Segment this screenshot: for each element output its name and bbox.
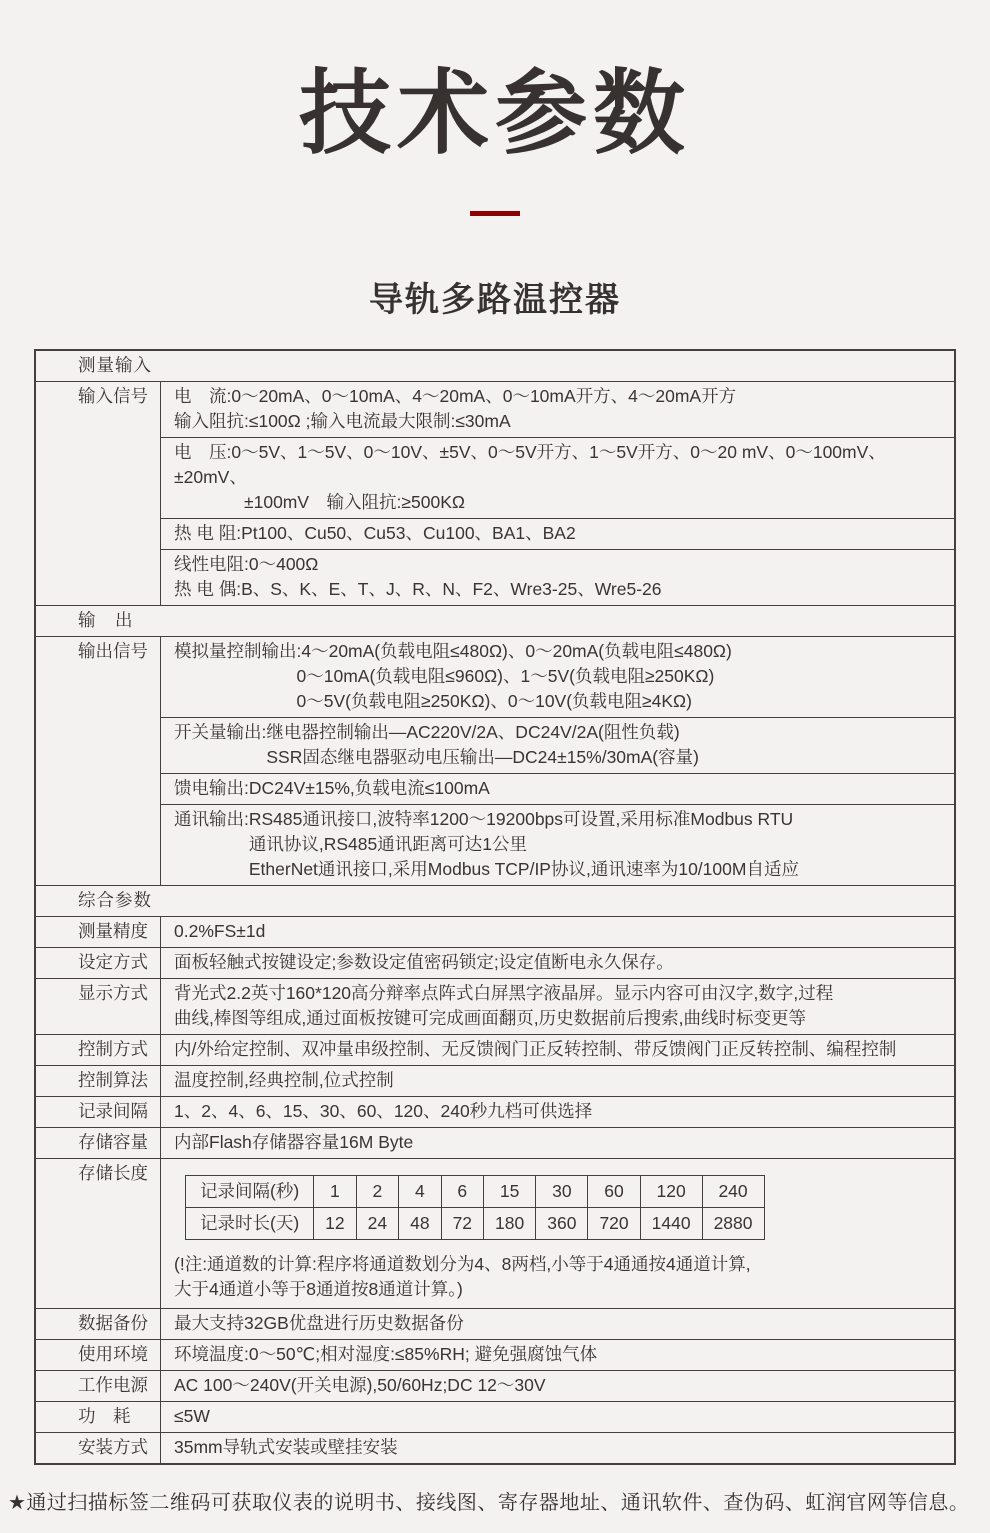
row-label: 输出信号 (36, 637, 161, 885)
interval-value: 6 (441, 1176, 483, 1208)
interval-value: 30 (536, 1176, 588, 1208)
row-label: 测量精度 (36, 917, 161, 947)
duration-value: 180 (484, 1208, 536, 1240)
row-content: 内部Flash存储器容量16M Byte (174, 1132, 414, 1153)
row-label: 数据备份 (36, 1309, 161, 1339)
interval-value: 1 (314, 1176, 356, 1208)
section-label: 测量输入 (78, 355, 152, 376)
duration-value: 2880 (702, 1208, 764, 1240)
spec-table (34, 349, 956, 1465)
row-content: 温度控制,经典控制,位式控制 (174, 1070, 394, 1091)
row-storage-length (36, 1158, 954, 1308)
row-measurement-accuracy (36, 916, 954, 947)
interval-value: 15 (484, 1176, 536, 1208)
row-content: 背光式2.2英寸160*120高分辩率点阵式白屏黑字液晶屏。显示内容可由汉字,数字,过程 曲线,棒图等组成,通过面板按键可完成画面翻页,历史数据前后搜索,曲线时标变更等 (174, 983, 834, 1029)
row-label: 控制算法 (36, 1066, 161, 1096)
row-label: 功 耗 (36, 1402, 161, 1432)
section-output (36, 605, 954, 636)
row-content: 面板轻触式按键设定;参数设定值密码锁定;设定值断电永久保存。 (174, 952, 674, 973)
row-label: 记录间隔 (36, 1097, 161, 1127)
row-content: 35mm导轨式安装或壁挂安装 (174, 1437, 398, 1458)
voltage-input-spec: 电 压:0～5V、1～5V、0～10V、±5V、0～5V开方、1～5V开方、0～20 mV、0～100mV、±20mV、 ±100mV 输入阻抗:≥500KΩ (161, 437, 954, 518)
interval-value: 60 (588, 1176, 640, 1208)
row-control-algorithm (36, 1065, 954, 1096)
row-content: 环境温度:0～50℃;相对湿度:≤85%RH; 避免强腐蚀气体 (174, 1344, 598, 1365)
row-content: 最大支持32GB优盘进行历史数据备份 (174, 1313, 464, 1334)
communication-output-spec: 通讯输出:RS485通讯接口,波特率1200～19200bps可设置,采用标准Modbus RTU 通讯协议,RS485通讯距离可达1公里 EtherNet通讯接口,采用Modbus TCP/IP协议,通讯速率为10/100M自适应 (161, 804, 954, 885)
section-label: 综合参数 (78, 890, 152, 911)
interval-value: 240 (702, 1176, 764, 1208)
feed-output-spec: 馈电输出:DC24V±15%,负载电流≤100mA (161, 773, 954, 804)
title-divider (470, 211, 520, 216)
duration-value: 72 (441, 1208, 483, 1240)
row-label: 安装方式 (36, 1433, 161, 1463)
row-power-supply (36, 1370, 954, 1401)
interval-value: 2 (356, 1176, 398, 1208)
row-label: 存储容量 (36, 1128, 161, 1158)
row-content: ≤5W (174, 1406, 210, 1427)
relay-output-spec: 开关量输出:继电器控制输出—AC220V/2A、DC24V/2A(阻性负载) SSR固态继电器驱动电压输出—DC24±15%/30mA(容量) (161, 717, 954, 773)
resistance-thermocouple-spec: 线性电阻:0～400Ω 热 电 偶:B、S、K、E、T、J、R、N、F2、Wre3-25、Wre5-26 (161, 549, 954, 605)
duration-value: 360 (536, 1208, 588, 1240)
row-record-interval (36, 1096, 954, 1127)
inner-row-label: 记录时长(天) (186, 1208, 314, 1240)
row-control-method (36, 1034, 954, 1065)
table-row (186, 1208, 765, 1240)
row-power-consumption (36, 1401, 954, 1432)
row-content: 1、2、4、6、15、30、60、120、240秒九档可供选择 (174, 1101, 593, 1122)
duration-value: 48 (399, 1208, 441, 1240)
row-content (161, 382, 954, 605)
analog-output-spec: 模拟量控制输出:4～20mA(负载电阻≤480Ω)、0～20mA(负载电阻≤480Ω) 0～10mA(负载电阻≤960Ω)、1～5V(负载电阻≥250KΩ) 0～5V(负载电阻≥250KΩ)、0～10V(负载电阻≥4KΩ) (174, 641, 732, 712)
interval-value: 4 (399, 1176, 441, 1208)
row-installation-method (36, 1432, 954, 1463)
row-input-signal (36, 381, 954, 605)
row-label: 存储长度 (36, 1159, 161, 1308)
row-label: 输入信号 (36, 382, 161, 605)
duration-value: 12 (314, 1208, 356, 1240)
row-content: 内/外给定控制、双冲量串级控制、无反馈阀门正反转控制、带反馈阀门正反转控制、编程控制 (174, 1039, 897, 1060)
row-label: 控制方式 (36, 1035, 161, 1065)
row-display-method (36, 978, 954, 1034)
row-content (161, 637, 954, 885)
row-label: 设定方式 (36, 948, 161, 978)
section-measurement-input (36, 351, 954, 381)
row-content (161, 1159, 954, 1308)
row-data-backup (36, 1308, 954, 1339)
current-input-spec: 电 流:0～20mA、0～10mA、4～20mA、0～10mA开方、4～20mA开方 输入阻抗:≤100Ω ;输入电流最大限制:≤30mA (174, 386, 737, 432)
channel-count-note: (!注:通道数的计算:程序将通道数划分为4、8两档,小等于4通通按4通道计算, 大于4通道小等于8通道按8通道计算。) (174, 1254, 751, 1300)
row-label: 显示方式 (36, 979, 161, 1034)
row-label: 使用环境 (36, 1340, 161, 1370)
row-label: 工作电源 (36, 1371, 161, 1401)
table-row (186, 1176, 765, 1208)
duration-value: 24 (356, 1208, 398, 1240)
qr-code-footnote: ★通过扫描标签二维码可获取仪表的说明书、接线图、寄存器地址、通讯软件、查伪码、虹润官网等信息。 (8, 1492, 970, 1515)
row-setting-method (36, 947, 954, 978)
duration-value: 1440 (640, 1208, 702, 1240)
section-general-parameters (36, 885, 954, 916)
row-content: AC 100～240V(开关电源),50/60Hz;DC 12～30V (174, 1375, 546, 1396)
row-operating-environment (36, 1339, 954, 1370)
row-output-signal (36, 636, 954, 885)
storage-length-table (185, 1175, 765, 1240)
rtd-input-spec: 热 电 阻:Pt100、Cu50、Cu53、Cu100、BA1、BA2 (161, 518, 954, 549)
page-title: 技术参数 (298, 63, 691, 165)
inner-row-label: 记录间隔(秒) (186, 1176, 314, 1208)
section-label: 输 出 (78, 610, 134, 631)
row-storage-capacity (36, 1127, 954, 1158)
product-subtitle: 导轨多路温控器 (369, 281, 621, 320)
interval-value: 120 (640, 1176, 702, 1208)
row-content: 0.2%FS±1d (174, 921, 266, 942)
duration-value: 720 (588, 1208, 640, 1240)
